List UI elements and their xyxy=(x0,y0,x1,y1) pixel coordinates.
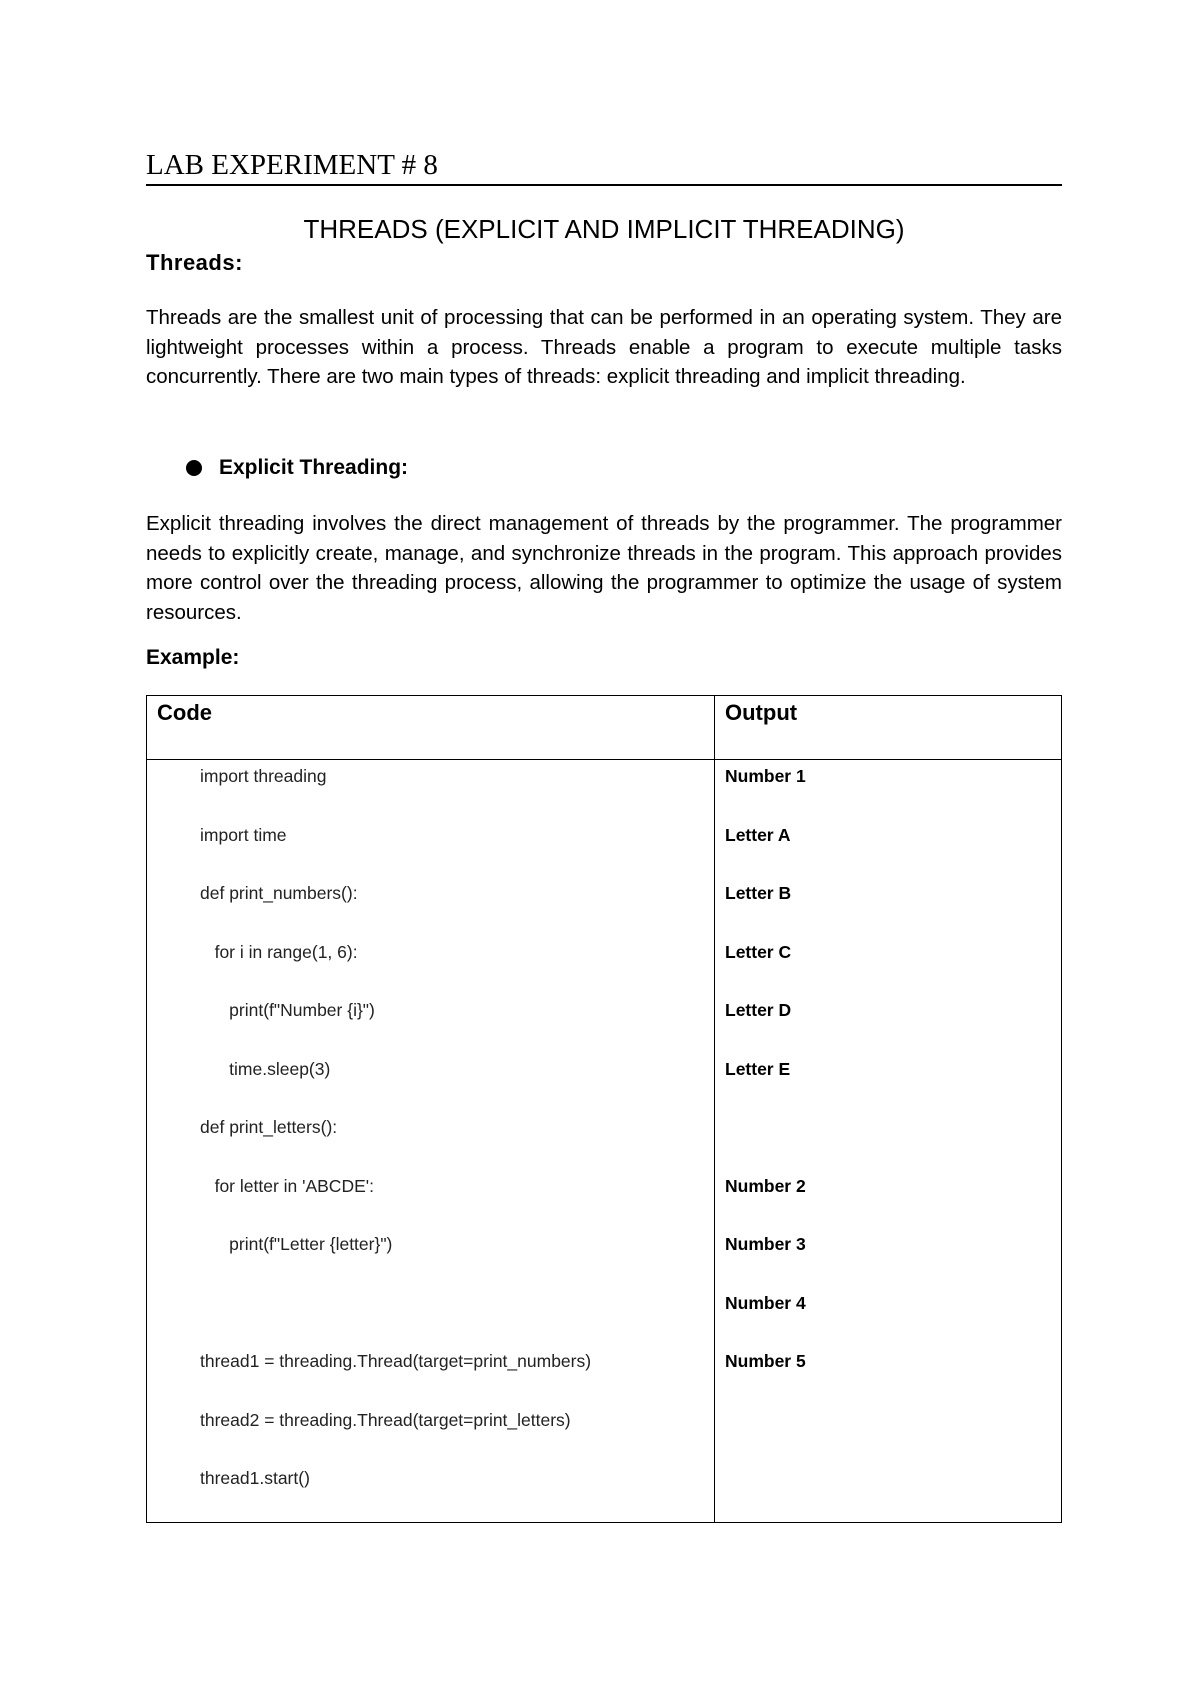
output-line: Letter C xyxy=(725,941,792,962)
code-line: def print_letters(): xyxy=(200,1117,338,1137)
output-line: Letter B xyxy=(725,883,792,903)
threads-heading: Threads: xyxy=(146,250,243,275)
output-line xyxy=(715,1462,1061,1521)
bullet-icon xyxy=(186,460,202,476)
code-output-table xyxy=(146,695,1062,1523)
code-line: for i in range(1, 6): xyxy=(200,941,358,962)
code-line: thread1.start() xyxy=(200,1468,310,1488)
output-header: Output xyxy=(715,696,1062,760)
code-line: thread1 = threading.Thread(target=print_numbers) xyxy=(200,1351,592,1371)
output-line: Letter D xyxy=(725,1000,792,1020)
title-underline xyxy=(146,184,1062,186)
output-line: Number 3 xyxy=(725,1234,806,1254)
code-line: def print_numbers(): xyxy=(200,883,358,903)
output-line xyxy=(715,1404,1061,1463)
code-line: time.sleep(3) xyxy=(200,1058,331,1079)
explicit-paragraph: Explicit threading involves the direct management of threads by the programmer. The programmer needs to explicitly create, manage, and synchronize threads in the program. This approach provides more control over the threading process, allowing the programmer to optimize the usage of system resources. xyxy=(146,512,1062,624)
explicit-heading: Explicit Threading: xyxy=(219,456,409,479)
output-line: Letter A xyxy=(725,824,791,845)
code-line: for letter in 'ABCDE': xyxy=(200,1175,374,1196)
threads-paragraph: Threads are the smallest unit of processing that can be performed in an operating system. They are lightweight processes within a process. Threads enable a program to execute multiple tasks concurrently. There are two main types of threads: explicit threading and implicit threading. xyxy=(146,306,1062,388)
output-line: Number 4 xyxy=(725,1292,806,1313)
explicit-threading-bullet xyxy=(186,452,408,484)
code-header: Code xyxy=(147,696,715,760)
output-line: Number 5 xyxy=(725,1351,806,1371)
output-line: Number 1 xyxy=(725,766,806,786)
code-line: print(f"Number {i}") xyxy=(200,1000,375,1020)
code-line: import time xyxy=(200,824,287,845)
output-line: Number 2 xyxy=(725,1175,806,1196)
subtitle: THREADS (EXPLICIT AND IMPLICIT THREADING) xyxy=(303,214,905,244)
output-line: Letter E xyxy=(725,1058,791,1079)
code-line xyxy=(147,1287,714,1346)
code-line: thread2 = threading.Thread(target=print_letters) xyxy=(200,1409,571,1430)
code-line: import threading xyxy=(200,766,327,786)
code-cell xyxy=(147,760,715,1523)
lab-title: LAB EXPERIMENT # 8 xyxy=(146,149,438,181)
code-line: print(f"Letter {letter}") xyxy=(200,1234,393,1254)
example-label: Example: xyxy=(146,646,240,669)
output-line xyxy=(715,1111,1061,1170)
output-cell xyxy=(715,760,1062,1523)
